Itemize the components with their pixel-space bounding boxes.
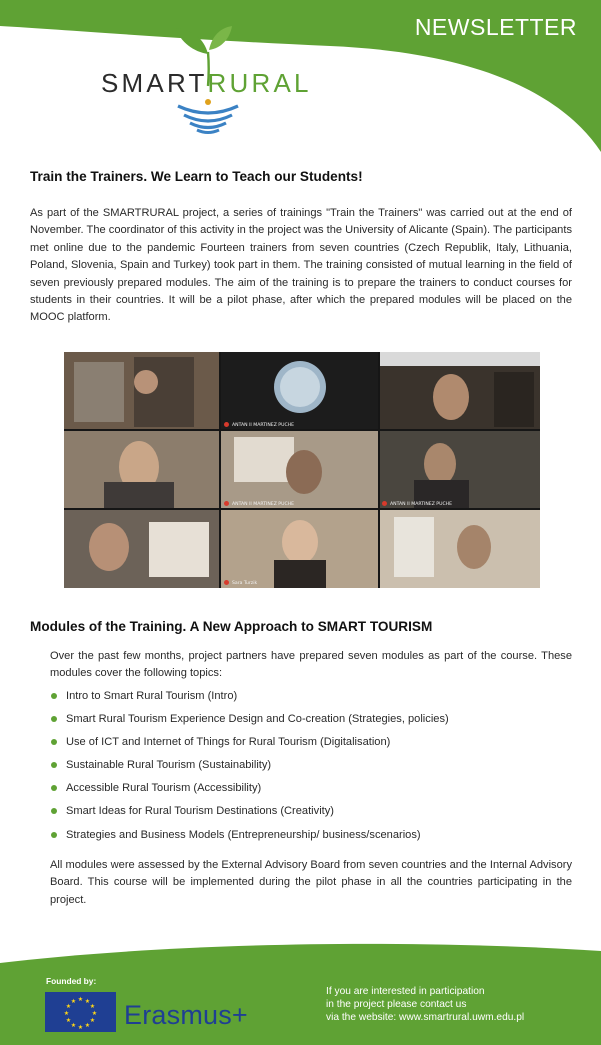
mic-off-icon bbox=[382, 501, 387, 506]
list-item: Strategies and Business Models (Entrepreneurship/ business/scenarios) bbox=[50, 827, 449, 850]
list-item: Accessible Rural Tourism (Accessibility) bbox=[50, 780, 449, 803]
newsletter-label: NEWSLETTER bbox=[414, 14, 577, 40]
topics-list bbox=[50, 688, 449, 850]
list-item: Use of ICT and Internet of Things for Rural Tourism (Digitalisation) bbox=[50, 734, 449, 757]
contact-line: If you are interested in participation bbox=[326, 986, 485, 997]
tile-label: ANTAN II MARTINEZ PUCHE bbox=[382, 501, 452, 507]
svg-text:★: ★ bbox=[84, 998, 91, 1005]
bullet-icon bbox=[51, 716, 57, 722]
tile-label: ANTAN II MARTINEZ PUCHE bbox=[224, 501, 294, 507]
svg-text:★: ★ bbox=[89, 1017, 96, 1024]
svg-text:★: ★ bbox=[91, 1010, 98, 1017]
founded-by-label: Founded by: bbox=[46, 976, 97, 986]
section1-body: As part of the SMARTRURAL project, a series of trainings "Train the Trainers" was carried out at the end of November. The coordinator of this activity in the project was the University of Alicante (Spain). The participants met online due to the pandemic Fourteen trainers from seven countries (Czech Republik, Italy, Lithuania, Poland, Slovenia, Spain and Turkey) took part in them. The training consisted of mutual learning in the field of seven previously prepared modules. The aim of the training is to prepare the trainers to conduct courses for students in their countries. It will be a pilot phase, after which the prepared modules will be placed on the MOOC platform. bbox=[30, 207, 572, 324]
logo-text-rural: RURAL bbox=[207, 68, 312, 98]
section1-title: Train the Trainers. We Learn to Teach our Students! bbox=[30, 169, 363, 184]
tile-label: ANTAN II MARTINEZ PUCHE bbox=[224, 422, 294, 428]
contact-line: in the project please contact us bbox=[326, 999, 467, 1011]
mic-off-icon bbox=[224, 580, 229, 585]
bullet-icon bbox=[51, 832, 57, 838]
bullet-icon bbox=[51, 762, 57, 768]
section2-title: Modules of the Training. A New Approach to SMART TOURISM bbox=[30, 619, 433, 634]
list-item: Smart Ideas for Rural Tourism Destinations (Creativity) bbox=[50, 803, 449, 826]
bullet-icon bbox=[51, 739, 57, 745]
mic-off-icon bbox=[224, 501, 229, 506]
bullet-icon bbox=[51, 785, 57, 791]
video-conference-photo bbox=[64, 352, 540, 588]
svg-text:★: ★ bbox=[63, 1010, 70, 1017]
logo-wordmark bbox=[101, 68, 312, 99]
tile-label: Sara Turzik bbox=[224, 580, 257, 586]
list-item: Sustainable Rural Tourism (Sustainability) bbox=[50, 757, 449, 780]
svg-text:★: ★ bbox=[84, 1022, 91, 1029]
eu-flag-icon bbox=[45, 992, 116, 1032]
svg-text:★: ★ bbox=[65, 1003, 72, 1010]
logo-text-smart: SMART bbox=[101, 68, 208, 98]
contact-info bbox=[326, 985, 524, 1025]
contact-website[interactable]: via the website: www.smartrural.uwm.edu.pl bbox=[326, 1012, 525, 1024]
list-item: Intro to Smart Rural Tourism (Intro) bbox=[50, 688, 449, 711]
list-item: Smart Rural Tourism Experience Design and Co-creation (Strategies, policies) bbox=[50, 711, 449, 734]
bullet-icon bbox=[51, 808, 57, 814]
mic-off-icon bbox=[224, 422, 229, 427]
svg-text:★: ★ bbox=[70, 1022, 77, 1029]
section2-closing: All modules were assessed by the External Advisory Board from seven countries and the Internal Advisory Board. This course will be implemented during the pilot phase in all the countries participating in the project. bbox=[50, 859, 572, 906]
erasmus-plus-logo: Erasmus+ bbox=[124, 1000, 248, 1030]
section2-intro: Over the past few months, project partners have prepared seven modules as part of the course. These modules cover the following topics: bbox=[50, 650, 572, 680]
svg-text:★: ★ bbox=[70, 998, 77, 1005]
svg-text:★: ★ bbox=[77, 996, 84, 1003]
svg-text:★: ★ bbox=[65, 1017, 72, 1024]
bullet-icon bbox=[51, 693, 57, 699]
svg-text:★: ★ bbox=[77, 1024, 84, 1031]
svg-text:★: ★ bbox=[89, 1003, 96, 1010]
